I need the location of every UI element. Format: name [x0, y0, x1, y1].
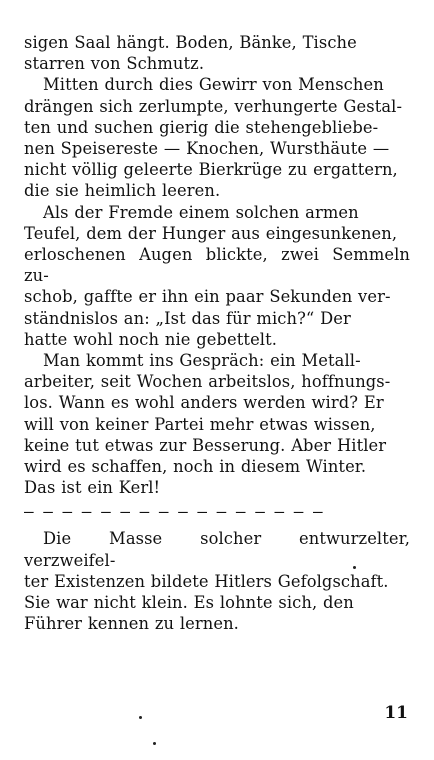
page-number: 11 [384, 703, 408, 723]
ink-speck [153, 742, 156, 745]
paragraph-continuation: sigen Saal hängt. Boden, Bänke, Tische starren von Schmutz. [24, 33, 357, 74]
page-body [24, 32, 410, 634]
paragraph-stranger: Als der Fremde einem solchen armen Teufel, dem der Hunger aus eingesunkenen, erloschenen Augen blickte, zwei Semmeln zu- schob, gaffte er ihn ein paar Sekunden ver- ständnislos an: „Ist das für mich?“ Der hatte wohl noch nie gebettelt. [24, 202, 410, 349]
paragraph-crowd: Mitten durch dies Gewirr von Menschen drängen sich zerlumpte, verhungerte Gestal- ten und suchen gierig die stehengebliebe- nen Speisereste — Knochen, Wursthäute — nicht völlig geleerte Bierkrüge zu ergattern, die sie heimlich leeren. [24, 75, 403, 201]
ink-speck [353, 566, 356, 569]
dashed-separator: — — — — — — — — — — — — — — — — [24, 502, 323, 522]
paragraph-following: Die Masse solcher entwurzelter, verzweifel- ter Existenzen bildete Hitlers Gefolgschaft. Sie war nicht klein. Es lohnte sich, den Führer kennen zu lernen. [24, 529, 410, 634]
paragraph-metalworker: Man kommt ins Gespräch: ein Metall- arbeiter, seit Wochen arbeitslos, hoffnungs- los. Wann es wohl anders werden wird? Er will von keiner Partei mehr etwas wissen, keine tut etwas zur Besserung. Aber Hitler wird es schaffen, noch in diesem Winter. Das ist ein Kerl! [24, 351, 391, 498]
ink-speck [139, 716, 142, 719]
